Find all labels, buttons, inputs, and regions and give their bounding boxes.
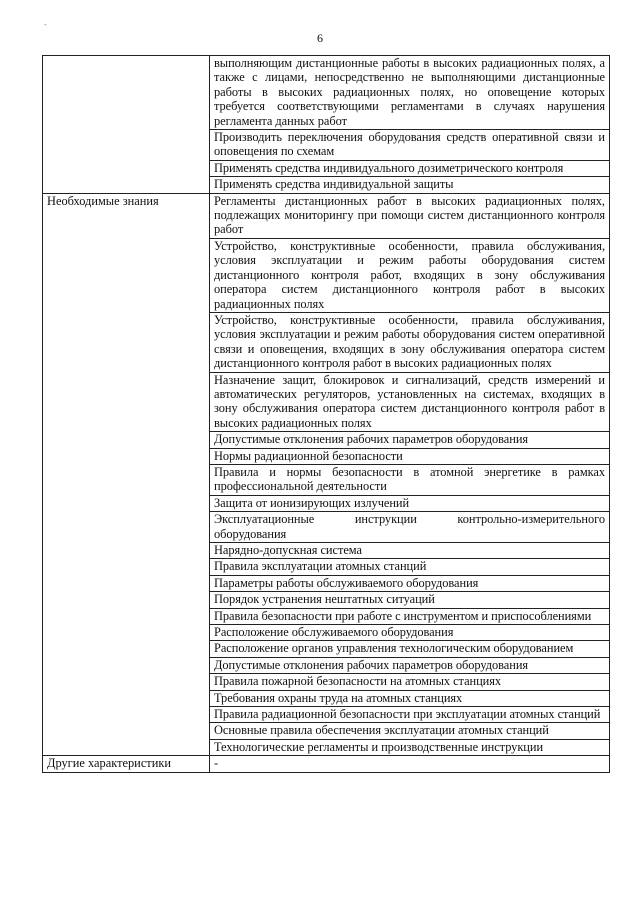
requirement-item: Правила радиационной безопасности при эксплуатации атомных станций [210,707,610,723]
requirement-item: Защита от ионизирующих излучений [210,495,610,511]
row-label-0 [43,56,210,194]
requirement-item: Устройство, конструктивные особенности, правила обслуживания, условия эксплуатации и режим работы оборудования систем оперативной связи и оповещения, входящих в зону обслуживания оператора систем дистанционного контроля работ в высоких радиационных полях [210,312,610,372]
requirement-item: Порядок устранения нештатных ситуаций [210,592,610,608]
requirement-item: Параметры работы обслуживаемого оборудования [210,575,610,591]
requirement-item: Расположение обслуживаемого оборудования [210,625,610,641]
requirement-item: Применять средства индивидуальной защиты [210,177,610,193]
requirement-item: Допустимые отклонения рабочих параметров оборудования [210,432,610,448]
requirement-item: Допустимые отклонения рабочих параметров оборудования [210,657,610,673]
row-label-2: Другие характеристики [43,756,210,772]
requirement-item: Назначение защит, блокировок и сигнализаций, средств измерений и автоматических регуляторов, установленных на системах, входящих в зону обслуживания оператора систем дистанционного контроля работ в высоких радиационных полях [210,372,610,432]
page-number: 6 [317,31,323,45]
requirement-item: Расположение органов управления технологическим оборудованием [210,641,610,657]
table-row [43,193,610,238]
requirement-item: Устройство, конструктивные особенности, правила обслуживания, условия эксплуатации и режим работы оборудования систем дистанционного контроля работ, входящих в зону обслуживания оператора систем дистанционного контроля работ в высоких радиационных полях [210,238,610,312]
table-row [43,756,610,772]
requirement-item: Технологические регламенты и производственные инструкции [210,739,610,755]
qualification-table [42,55,610,773]
requirement-item: Правила пожарной безопасности на атомных станциях [210,674,610,690]
table-row [43,56,610,130]
requirement-item: Применять средства индивидуального дозиметрического контроля [210,160,610,176]
requirement-item: Нарядно-допускная система [210,543,610,559]
corner-mark: - [44,20,47,29]
requirement-item: Основные правила обеспечения эксплуатации атомных станций [210,723,610,739]
requirement-item: Требования охраны труда на атомных станциях [210,690,610,706]
row-label-1: Необходимые знания [43,193,210,756]
requirement-item: - [210,756,610,772]
requirement-item: выполняющим дистанционные работы в высоких радиационных полях, а также с лицами, непосредственно не выполняющими дистанционные работы в высоких радиационных полях, но оповещение которых требуется соответствующими регламентами в случаях нарушения регламента данных работ [210,56,610,130]
requirement-item: Регламенты дистанционных работ в высоких радиационных полях, подлежащих мониторингу при помощи систем дистанционного контроля работ [210,193,610,238]
requirement-item: Производить переключения оборудования средств оперативной связи и оповещения по схемам [210,130,610,161]
requirement-item: Эксплуатационные инструкции контрольно-измерительного оборудования [210,512,610,543]
requirement-item: Нормы радиационной безопасности [210,448,610,464]
requirement-item: Правила безопасности при работе с инструментом и приспособлениями [210,608,610,624]
requirement-item: Правила и нормы безопасности в атомной энергетике в рамках профессиональной деятельности [210,464,610,495]
requirement-item: Правила эксплуатации атомных станций [210,559,610,575]
